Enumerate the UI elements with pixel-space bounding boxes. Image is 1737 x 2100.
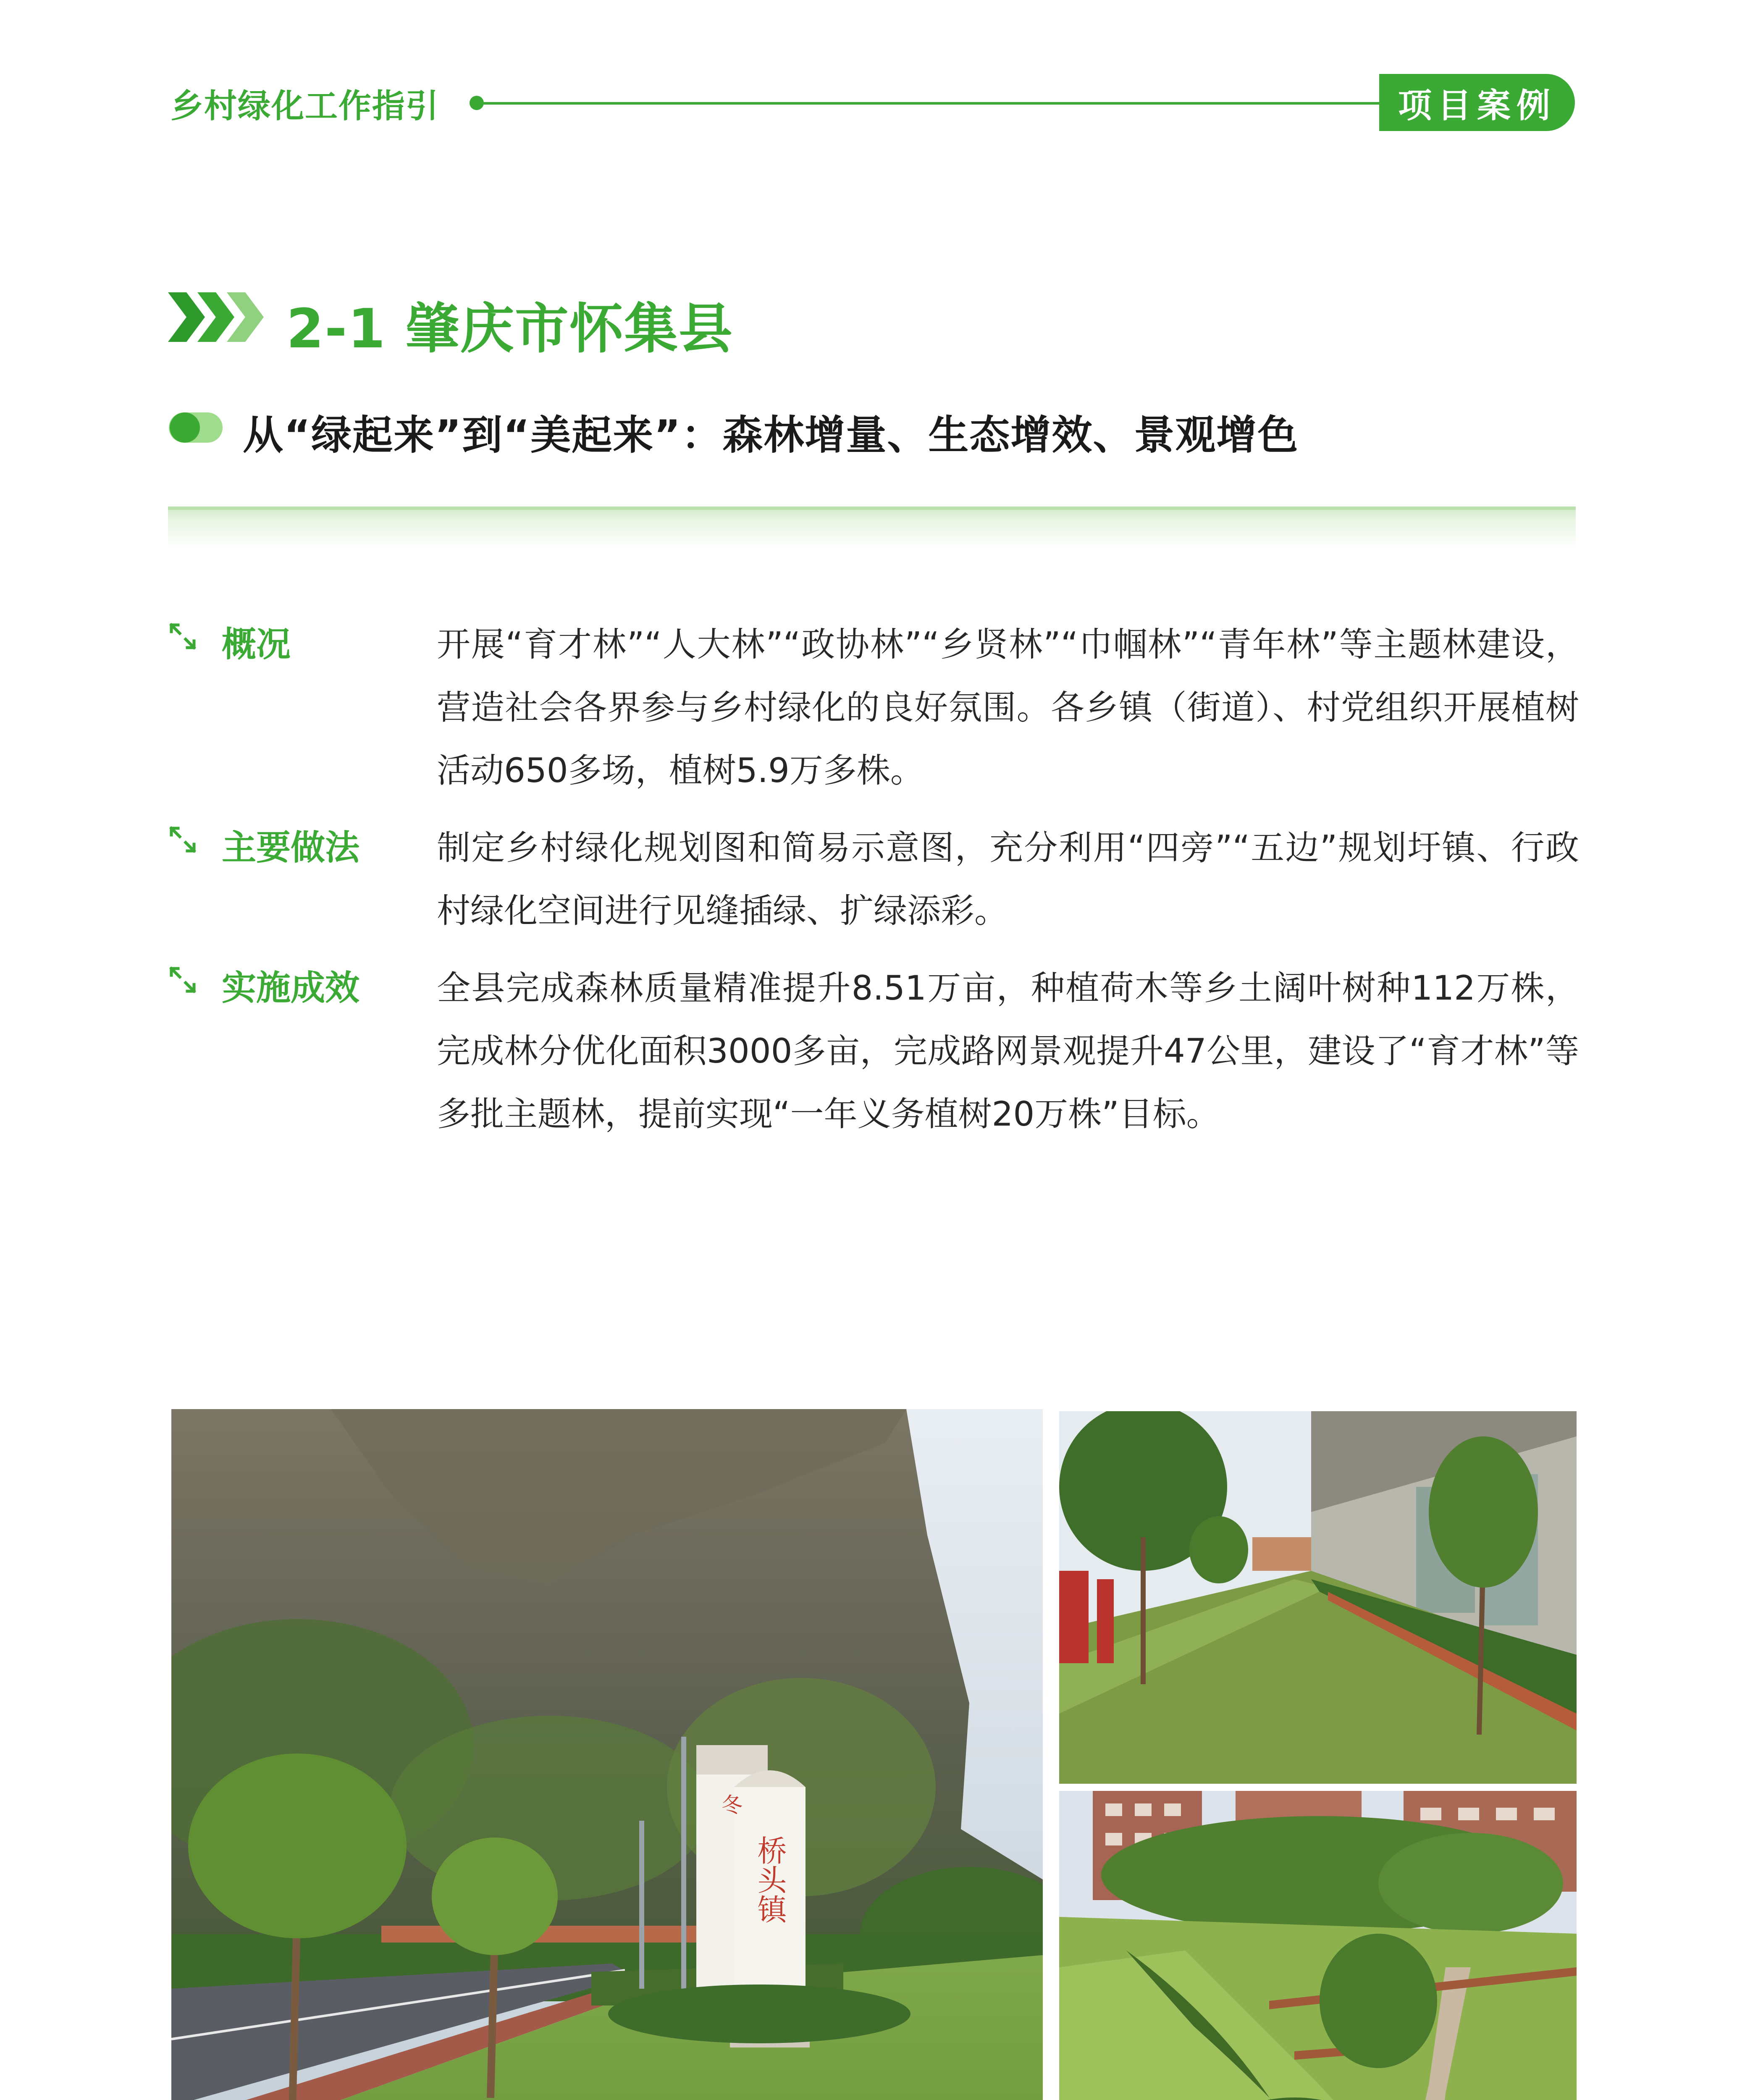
header-rule: [483, 102, 1382, 105]
item-text: 开展“育才林”“人大林”“政协林”“乡贤林”“巾帼林”“青年林”等主题林建设，营造社会各界参与乡村绿化的良好氛围。各乡镇（街道）、村党组织开展植树活动650多场，植树5.9万多株。: [437, 625, 1579, 790]
divider-line: [168, 507, 1576, 510]
guide-title: 乡村绿化工作指引: [171, 87, 440, 125]
photo-town-entrance: [171, 1409, 1043, 2100]
divider-band: [168, 507, 1576, 549]
toggle-icon: [168, 411, 223, 444]
item-text: 全县完成森林质量精准提升8.51万亩，种植荷木等乡土阔叶树种112万株，完成林分优化面积3000多亩，完成路网景观提升47公里，建设了“育才林”等多批主题林，提前实现“一年义务植树20万株”目标。: [437, 969, 1579, 1134]
item-results: [168, 957, 1579, 1150]
item-methods: [168, 816, 1579, 947]
photo-hillside-walkway: [1059, 1791, 1577, 2100]
header-dot: [470, 96, 484, 110]
item-label: 概况: [222, 625, 291, 664]
item-label: 主要做法: [222, 828, 360, 868]
expand-arrows-icon: [168, 825, 197, 854]
chevrons-icon: [168, 290, 265, 344]
expand-arrows-icon: [168, 622, 197, 651]
section-tag: 项目案例: [1379, 74, 1575, 131]
sign-main-text: 桥头镇: [753, 1835, 787, 1924]
expand-arrows-icon: [168, 965, 197, 995]
photo-building-lawn: [1059, 1411, 1577, 1784]
section-subtitle: 从“绿起来”到“美起来”：森林增量、生态增效、景观增色: [243, 412, 1299, 459]
section-title: 2-1 肇庆市怀集县: [286, 298, 733, 360]
item-text: 制定乡村绿化规划图和简易示意图，充分利用“四旁”“五边”规划圩镇、行政村绿化空间进行见缝插绿、扩绿添彩。: [437, 828, 1579, 930]
item-overview: [168, 613, 1579, 806]
sign-side-text: 冬: [722, 1793, 743, 1817]
item-label: 实施成效: [222, 968, 360, 1008]
